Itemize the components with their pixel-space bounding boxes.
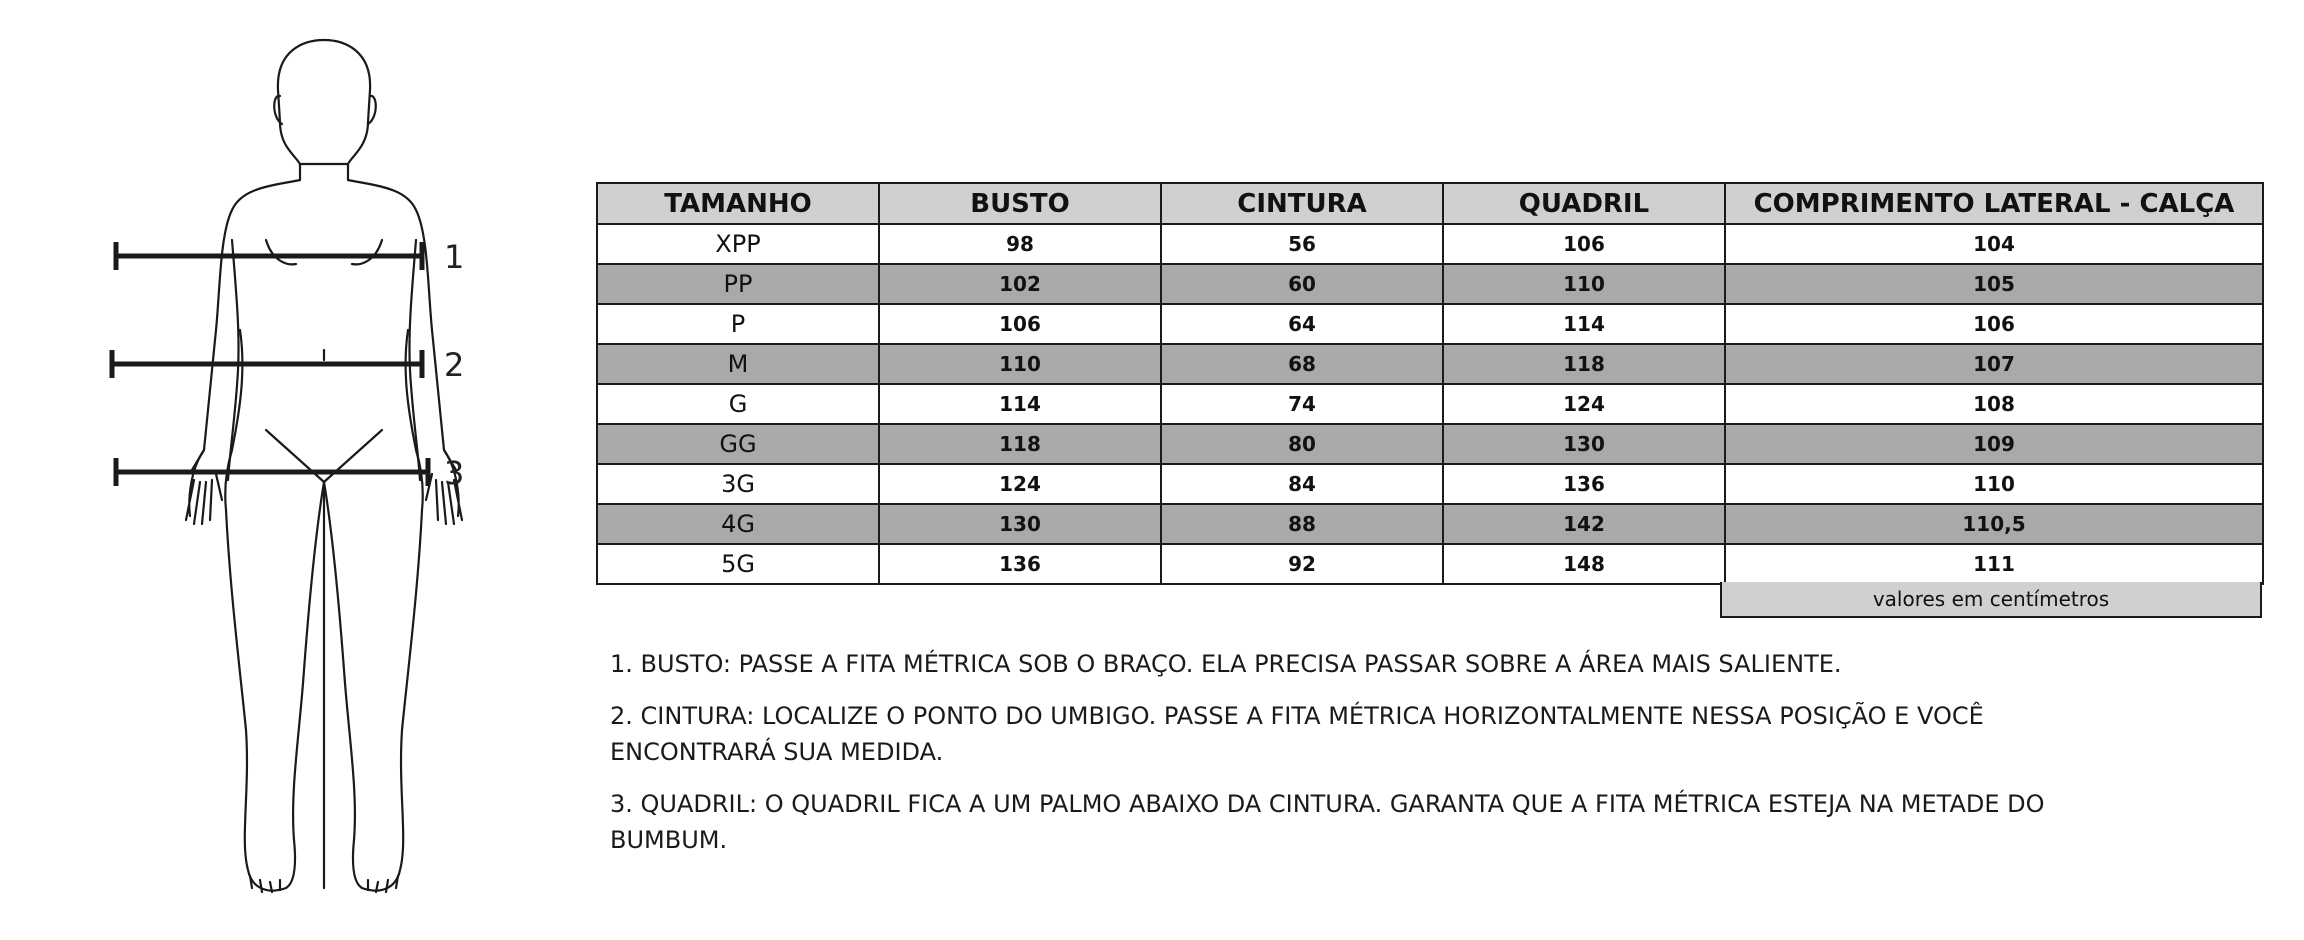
hip-cell: 130: [1443, 424, 1725, 464]
bust-cell: 106: [879, 304, 1161, 344]
hip-cell: 136: [1443, 464, 1725, 504]
waist-cell: 88: [1161, 504, 1443, 544]
size-cell: M: [597, 344, 879, 384]
waist-cell: 80: [1161, 424, 1443, 464]
hip-cell: 106: [1443, 224, 1725, 264]
waist-cell: 64: [1161, 304, 1443, 344]
hip-cell: 110: [1443, 264, 1725, 304]
pants-length-cell: 107: [1725, 344, 2263, 384]
waist-instruction: 2. CINTURA: LOCALIZE O PONTO DO UMBIGO. PASSE A FITA MÉTRICA HORIZONTALMENTE NESSA POSIÇÃO E VOCÊ ENCONTRARÁ SUA MEDIDA.: [610, 702, 1984, 766]
hip-cell: 148: [1443, 544, 1725, 584]
table-row: [597, 464, 2263, 504]
column-header-hip: QUADRIL: [1443, 183, 1725, 224]
table-row: [597, 224, 2263, 264]
hip-cell: 118: [1443, 344, 1725, 384]
table-row: [597, 344, 2263, 384]
size-cell: P: [597, 304, 879, 344]
pants-length-cell: 104: [1725, 224, 2263, 264]
pants-length-cell: 108: [1725, 384, 2263, 424]
hip-measure-label: 3: [444, 454, 465, 492]
pants-length-cell: 105: [1725, 264, 2263, 304]
waist-cell: 56: [1161, 224, 1443, 264]
hip-instruction: 3. QUADRIL: O QUADRIL FICA A UM PALMO ABAIXO DA CINTURA. GARANTA QUE A FITA MÉTRICA ESTEJA NA METADE DO BUMBUM.: [610, 790, 2045, 854]
units-note: valores em centímetros: [1720, 582, 2262, 618]
bust-cell: 136: [879, 544, 1161, 584]
waist-cell: 74: [1161, 384, 1443, 424]
pants-length-cell: 110: [1725, 464, 2263, 504]
bust-cell: 110: [879, 344, 1161, 384]
table-row: [597, 264, 2263, 304]
column-header-size: TAMANHO: [597, 183, 879, 224]
measurement-instructions: [610, 646, 2130, 874]
size-cell: PP: [597, 264, 879, 304]
size-cell: G: [597, 384, 879, 424]
table-row: [597, 304, 2263, 344]
bust-instruction: 1. BUSTO: PASSE A FITA MÉTRICA SOB O BRAÇO. ELA PRECISA PASSAR SOBRE A ÁREA MAIS SALIENTE.: [610, 650, 1842, 678]
size-cell: 5G: [597, 544, 879, 584]
pants-length-cell: 111: [1725, 544, 2263, 584]
body-outline-illustration: [90, 30, 510, 910]
size-cell: XPP: [597, 224, 879, 264]
waist-measure-label: 2: [444, 346, 465, 384]
pants-length-cell: 106: [1725, 304, 2263, 344]
size-cell: GG: [597, 424, 879, 464]
column-header-bust: BUSTO: [879, 183, 1161, 224]
hip-cell: 124: [1443, 384, 1725, 424]
waist-cell: 92: [1161, 544, 1443, 584]
bust-cell: 98: [879, 224, 1161, 264]
bust-cell: 130: [879, 504, 1161, 544]
body-measurement-figure: [90, 30, 510, 910]
table-row: [597, 424, 2263, 464]
table-row: [597, 384, 2263, 424]
hip-cell: 114: [1443, 304, 1725, 344]
pants-length-cell: 110,5: [1725, 504, 2263, 544]
waist-cell: 68: [1161, 344, 1443, 384]
bust-cell: 124: [879, 464, 1161, 504]
pants-length-cell: 109: [1725, 424, 2263, 464]
size-cell: 4G: [597, 504, 879, 544]
table-header-row: [597, 183, 2263, 224]
bust-measure-label: 1: [444, 238, 465, 276]
bust-cell: 102: [879, 264, 1161, 304]
size-chart-table: [596, 182, 2264, 585]
waist-cell: 60: [1161, 264, 1443, 304]
column-header-pants-length: COMPRIMENTO LATERAL - CALÇA: [1725, 183, 2263, 224]
bust-cell: 114: [879, 384, 1161, 424]
size-cell: 3G: [597, 464, 879, 504]
bust-cell: 118: [879, 424, 1161, 464]
waist-cell: 84: [1161, 464, 1443, 504]
column-header-waist: CINTURA: [1161, 183, 1443, 224]
table-row: [597, 544, 2263, 584]
table-row: [597, 504, 2263, 544]
hip-cell: 142: [1443, 504, 1725, 544]
